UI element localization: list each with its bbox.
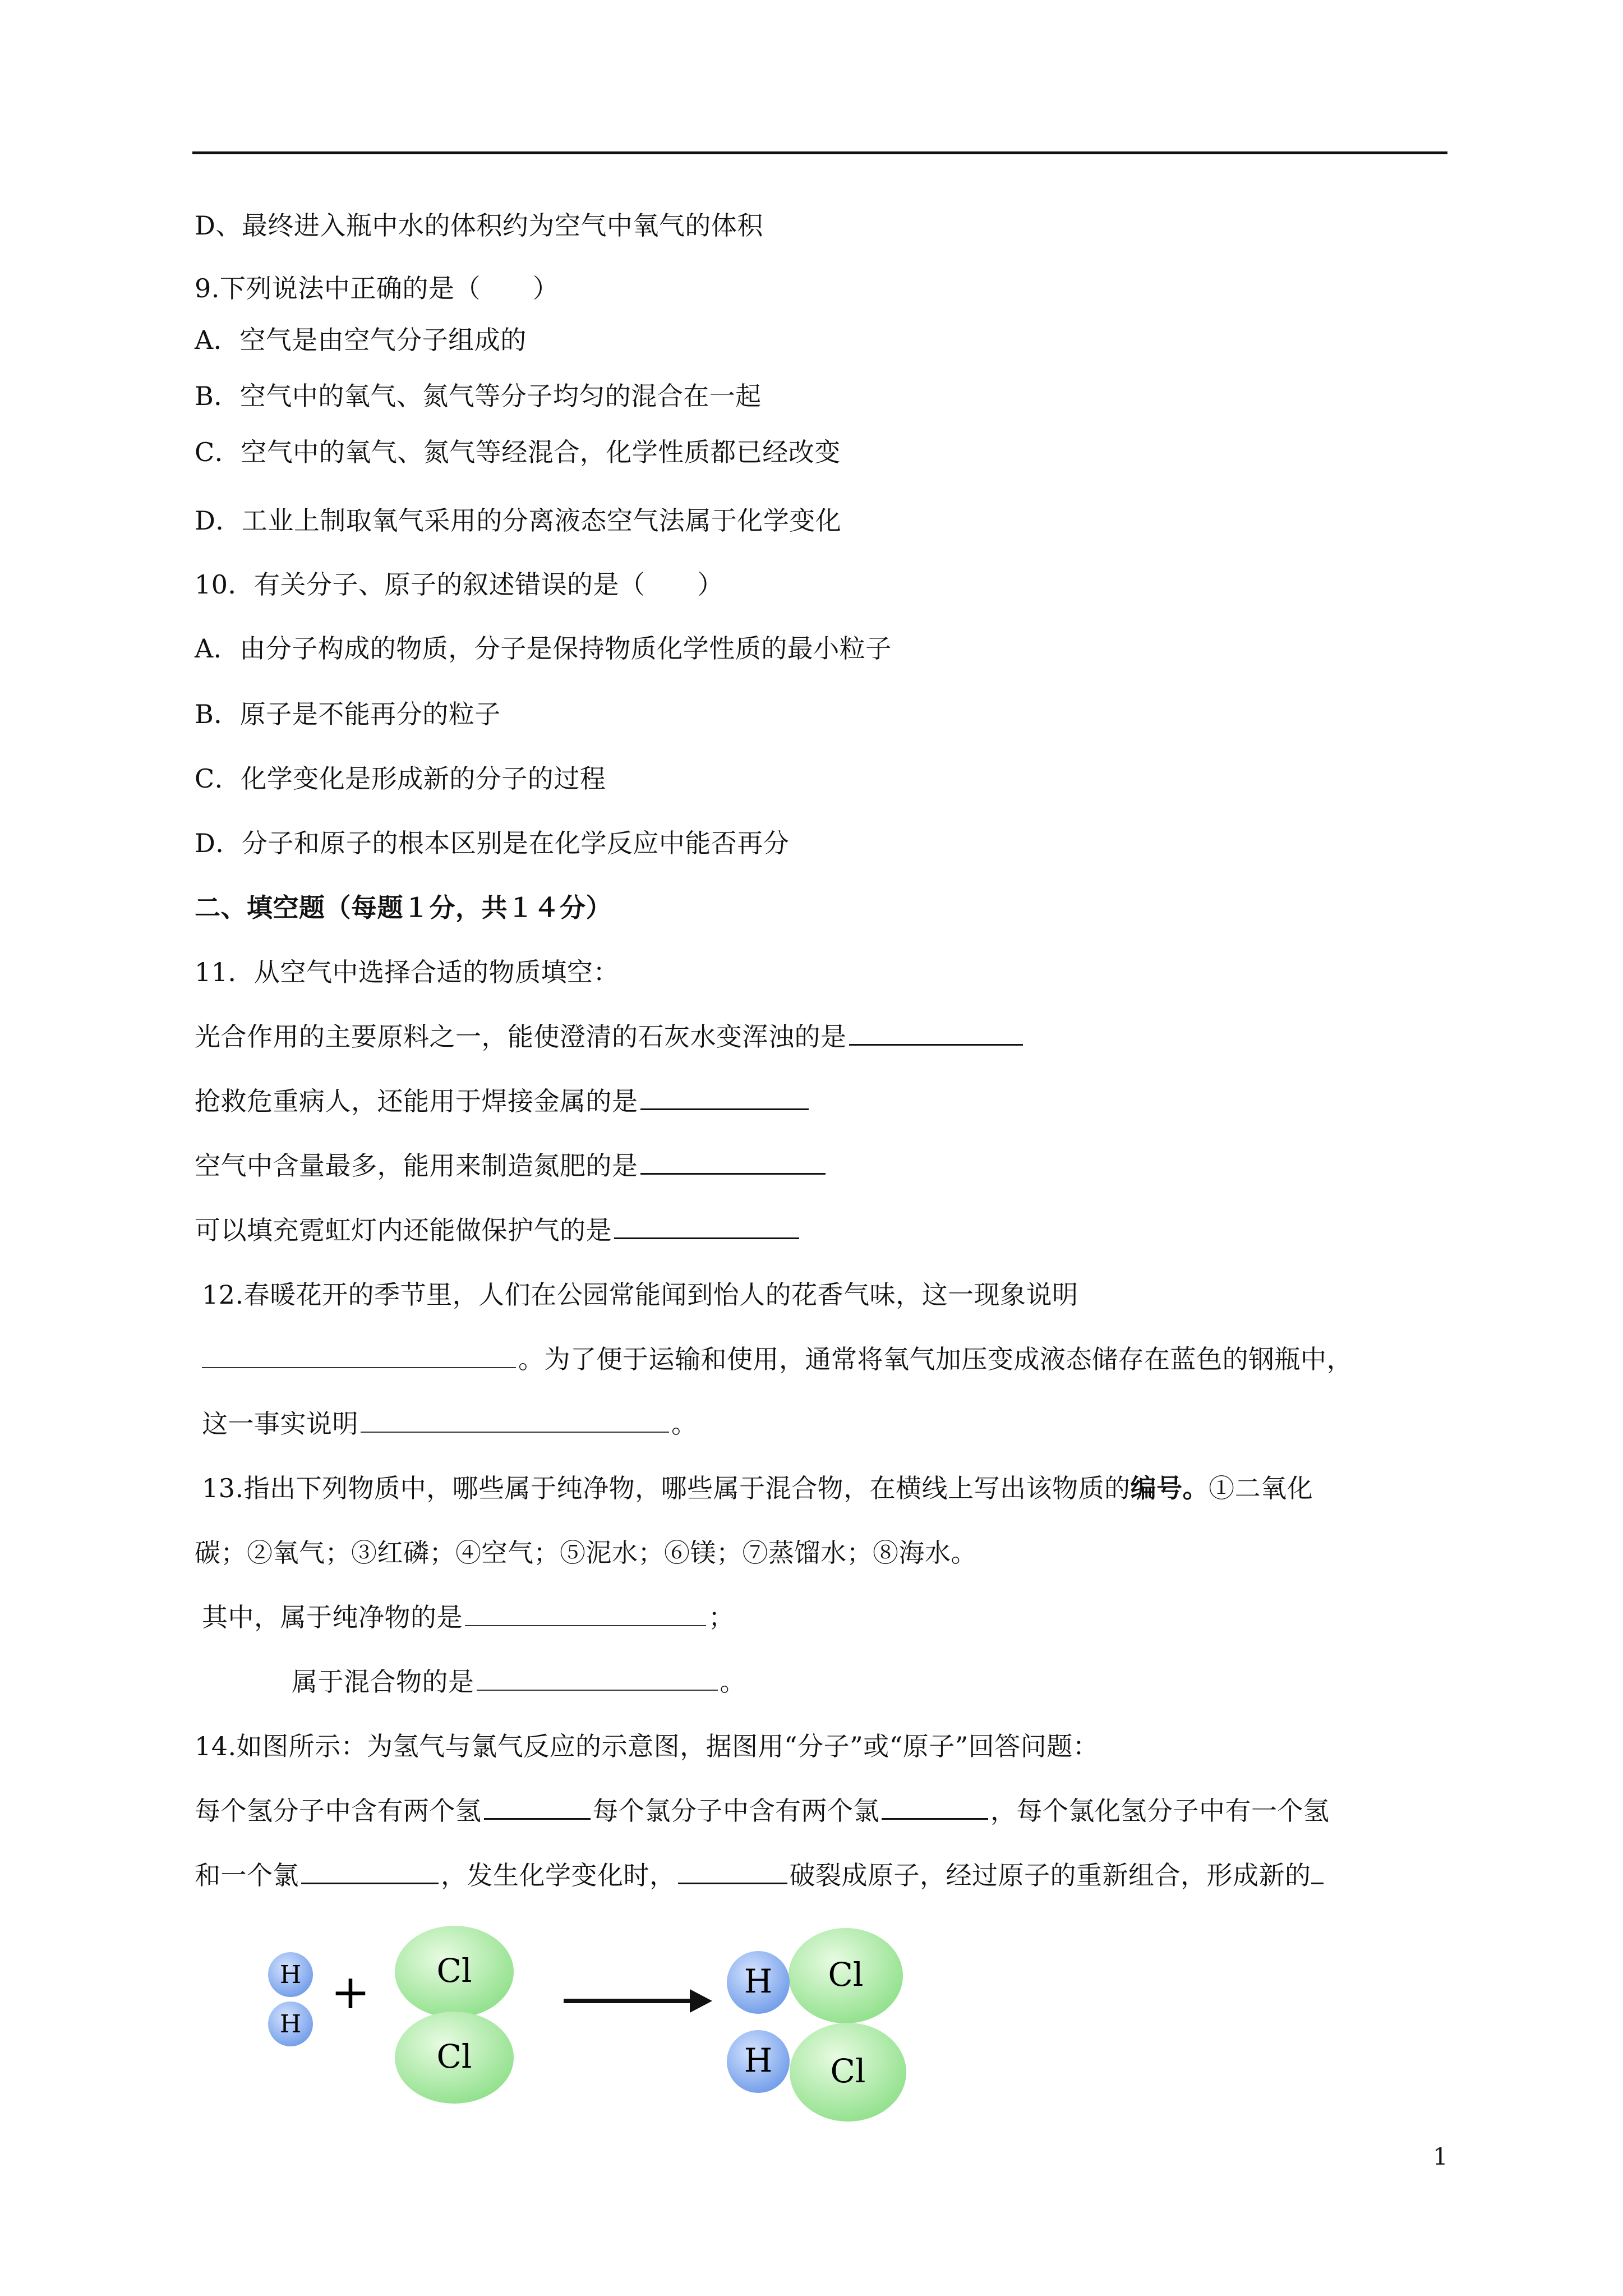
reaction-diagram xyxy=(247,1907,965,2143)
answer-blank[interactable] xyxy=(849,1022,1023,1046)
answer-blank[interactable] xyxy=(202,1345,516,1368)
q10-stem: 10．有关分子、原子的叙述错误的是（ ） xyxy=(195,569,724,600)
reaction-arrow xyxy=(564,1989,712,2013)
q9-stem: 9.下列说法中正确的是（ ） xyxy=(195,273,559,303)
q11-item-b xyxy=(195,1084,811,1118)
q14-line-1-text-a: 每个氢分子中含有两个氢 xyxy=(195,1796,482,1826)
q13-line-4-end: 。 xyxy=(720,1667,746,1697)
q11-item-c-text: 空气中含量最多，能用来制造氮肥的是 xyxy=(195,1151,638,1181)
q10-option-b: B．原子是不能再分的粒子 xyxy=(195,699,501,729)
q12-line-3-text: 这一事实说明 xyxy=(202,1409,358,1439)
q13-line-1-end: ①二氧化 xyxy=(1209,1473,1313,1503)
q11-item-c xyxy=(195,1149,828,1182)
hydrogen-label: H xyxy=(279,2010,302,2039)
reaction-diagram-svg xyxy=(247,1907,965,2143)
q12-line-2 xyxy=(202,1342,1353,1376)
chlorine-label: Cl xyxy=(828,1955,864,1994)
q10-option-c: C．化学变化是形成新的分子的过程 xyxy=(195,763,606,794)
hydrogen-label: H xyxy=(279,1961,302,1989)
q14-line-1 xyxy=(195,1794,1330,1828)
plus-sign: + xyxy=(330,1964,371,2019)
q14-line-1-text-c: ，每个氯化氢分子中有一个氢 xyxy=(990,1796,1330,1826)
answer-blank[interactable] xyxy=(477,1667,718,1691)
hydrogen-label: H xyxy=(744,2041,773,2079)
hydrogen-chloride-molecule xyxy=(727,2023,906,2122)
q8-option-d: D、最终进入瓶中水的体积约为空气中氧气的体积 xyxy=(195,210,763,241)
q11-item-a xyxy=(195,1020,1025,1053)
q13-line-1 xyxy=(202,1471,1313,1505)
q12-line-3-end: 。 xyxy=(671,1409,698,1439)
q14-line-2-text-a: 和一个氯 xyxy=(195,1860,299,1890)
answer-blank[interactable] xyxy=(882,1796,988,1820)
chlorine-molecule xyxy=(395,1926,514,2104)
hydrogen-molecule xyxy=(268,1952,313,2046)
q11-item-a-text: 光合作用的主要原料之一，能使澄清的石灰水变浑浊的是 xyxy=(195,1022,847,1052)
answer-blank[interactable] xyxy=(640,1086,809,1110)
q11-stem: 11．从空气中选择合适的物质填空： xyxy=(195,957,620,987)
answer-blank[interactable] xyxy=(678,1860,787,1884)
answer-blank[interactable] xyxy=(465,1603,706,1626)
answer-blank[interactable] xyxy=(640,1151,826,1175)
q13-line-1-bold: 编号。 xyxy=(1130,1473,1209,1503)
page-number: 1 xyxy=(1433,2143,1448,2170)
q14-line-2-text-c: 破裂成原子，经过原子的重新组合，形成新的 xyxy=(789,1860,1311,1890)
q13-line-3-text: 其中，属于纯净物的是 xyxy=(202,1602,463,1632)
q12-line-3 xyxy=(202,1407,698,1441)
q13-line-3-end: ； xyxy=(708,1602,735,1632)
q13-line-4-text: 属于混合物的是 xyxy=(292,1667,474,1697)
q9-option-c: C．空气中的氧气、氮气等经混合，化学性质都已经改变 xyxy=(195,437,841,467)
q13-line-4 xyxy=(292,1665,746,1699)
chlorine-label: Cl xyxy=(436,1952,472,1990)
answer-blank[interactable] xyxy=(614,1215,799,1239)
q9-option-a: A．空气是由空气分子组成的 xyxy=(195,325,527,355)
q14-line-2-text-b: ，发生化学变化时， xyxy=(441,1860,676,1890)
header-rule xyxy=(192,151,1447,154)
q11-item-d xyxy=(195,1213,801,1247)
answer-blank[interactable] xyxy=(1311,1860,1324,1884)
q14-stem: 14.如图所示：为氢气与氯气反应的示意图，据图用“分子”或“原子”回答问题： xyxy=(195,1731,1099,1761)
q14-line-1-text-b: 每个氯分子中含有两个氯 xyxy=(592,1796,879,1826)
chlorine-label: Cl xyxy=(830,2052,866,2090)
answer-blank[interactable] xyxy=(484,1796,591,1820)
answer-blank[interactable] xyxy=(301,1860,439,1884)
q13-line-3 xyxy=(202,1600,735,1634)
hydrogen-chloride-molecule xyxy=(727,1928,903,2023)
q13-line-2: 碳；②氧气；③红磷；④空气；⑤泥水；⑥镁；⑦蒸馏水；⑧海水。 xyxy=(195,1538,977,1568)
q13-line-1-text: 13.指出下列物质中，哪些属于纯净物，哪些属于混合物，在横线上写出该物质的 xyxy=(202,1473,1131,1503)
q10-option-a: A．由分子构成的物质，分子是保持物质化学性质的最小粒子 xyxy=(195,633,892,664)
q9-option-d: D．工业上制取氧气采用的分离液态空气法属于化学变化 xyxy=(195,505,842,536)
q11-item-b-text: 抢救危重病人，还能用于焊接金属的是 xyxy=(195,1086,638,1116)
q14-line-2 xyxy=(195,1858,1324,1892)
q11-item-d-text: 可以填充霓虹灯内还能做保护气的是 xyxy=(195,1215,612,1245)
q9-option-b: B．空气中的氧气、氮气等分子均匀的混合在一起 xyxy=(195,381,762,411)
q10-option-d: D．分子和原子的根本区别是在化学反应中能否再分 xyxy=(195,828,790,858)
q12-line-1: 12.春暖花开的季节里，人们在公园常能闻到怡人的花香气味，这一现象说明 xyxy=(202,1280,1078,1310)
q12-line-2-text: 。为了便于运输和使用，通常将氧气加压变成液态储存在蓝色的钢瓶中， xyxy=(518,1344,1353,1374)
hydrogen-label: H xyxy=(744,1962,773,2000)
chlorine-label: Cl xyxy=(436,2037,472,2076)
section-heading: 二、填空题（每题１分，共１４分） xyxy=(195,892,612,923)
answer-blank[interactable] xyxy=(361,1409,669,1433)
